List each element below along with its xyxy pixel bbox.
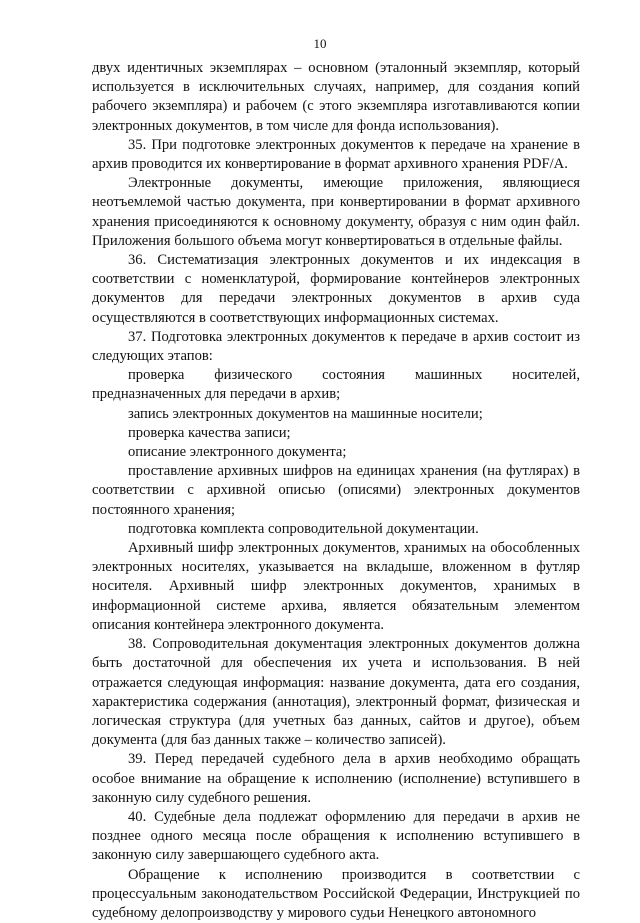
list-item-archive-codes: проставление архивных шифров на единицах хранения (на футлярах) в соответствии с архивной описью (описями) электронных документов постоянного хранения; [92, 463, 580, 518]
paragraph-40: 40. Судебные дела подлежат оформлению для передачи в архив не позднее одного месяца после обращения к исполнению вступившего в законную силу завершающего судебного акта. [92, 808, 580, 864]
paragraph-39: 39. Перед передачей судебного дела в архив необходимо обращать особое внимание на обращение к исполнению (исполнение) вступившего в законную силу судебного решения. [92, 751, 580, 806]
list-item-write-media: запись электронных документов на машинные носители; [128, 405, 483, 422]
page-number: 10 [313, 36, 327, 51]
paragraph-attachments: Электронные документы, имеющие приложения, являющиеся неотъемлемой частью документа, при конвертировании в формат архивного хранения присоединяются к основному документу, образуя с ним один файл. Приложения большого объема могут конвертироваться в отдельные файлы. [92, 175, 580, 249]
paragraph-38: 38. Сопроводительная документация электронных документов должна быть достаточной для обеспечения их учета и использования. В ней отражается следующая информация: название документа, дата его создания, характеристика содержания (аннотация), электронный формат, физическая и логическая структура (для учетных баз данных, сайтов и другое), объем документа (для баз данных также – количество записей). [92, 636, 580, 749]
paragraph-35: 35. При подготовке электронных документов к передаче на хранение в архив проводится их конвертирование в формат архивного хранения PDF/A. [92, 136, 580, 173]
paragraph-archive-code: Архивный шифр электронных документов, хранимых на обособленных электронных носителях, указывается на вкладыше, вложенном в футляр носителя. Архивный шифр электронных документов, хранимых в информационной системе архива, является обязательным элементом описания контейнера электронного документа. [92, 540, 580, 633]
paragraph-execution: Обращение к исполнению производится в соответствии с процессуальным законодательством Российской Федерации, Инструкцией по судебному делопроизводству у мирового судьи Ненецкого автономного [92, 866, 580, 921]
paragraph-36: 36. Систематизация электронных документов и их индексация в соответствии с номенклатурой, формирование контейнеров электронных документов для передачи электронных документов в архив суда осуществляются в соответствующих информационных системах. [92, 252, 580, 326]
list-item-documentation: подготовка комплекта сопроводительной документации. [128, 520, 479, 537]
list-item-check-media: проверка физического состояния машинных носителей, предназначенных для передачи в архив; [92, 367, 580, 403]
list-item-check-quality: проверка качества записи; [128, 424, 291, 441]
list-item-describe: описание электронного документа; [128, 444, 347, 461]
document-body [92, 59, 580, 923]
paragraph-continuation: двух идентичных экземплярах – основном (эталонный экземпляр, который используется в исключительных случаях, например, для создания копий рабочего экземпляра) и рабочем (с этого экземпляра изготавливаются копии электронных документов, в том числе для фонда использования). [92, 60, 580, 134]
paragraph-37: 37. Подготовка электронных документов к передаче в архив состоит из следующих этапов: [92, 328, 580, 365]
